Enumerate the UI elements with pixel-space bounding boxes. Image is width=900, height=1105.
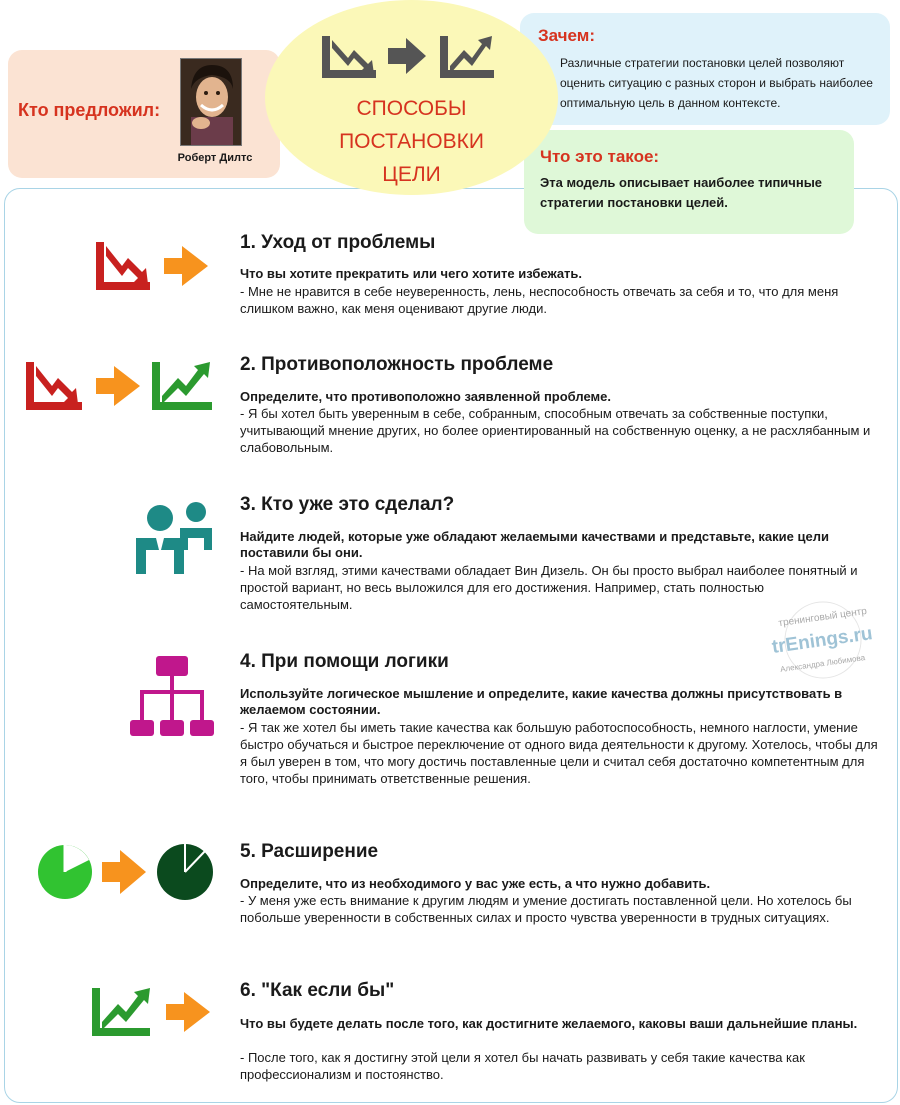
section-6-answer: - После того, как я достигну этой цели я хотел бы начать развивать у себя такие качества как профессионализм и постоянство. <box>240 1050 805 1082</box>
section-6-question: Что вы будете делать после того, как достигните желаемого, каковы ваши дальнейшие планы. <box>240 1016 858 1031</box>
section-5-icon <box>36 842 216 907</box>
what-title: Что это такое: <box>540 147 660 166</box>
watermark-brand: trEnings.ru <box>770 623 874 659</box>
section-2-answer: - Я бы хотел быть уверенным в себе, собранным, способным отвечать за собственные поступки, учитывающий мнение других, но более ориентированный на собственную оценку, а не расхлябанным и слабовольным. <box>240 406 871 455</box>
title-icons <box>322 30 498 87</box>
section-4-answer: - Я так же хотел бы иметь такие качества как большую работоспособность, немного наглости, умение быстро обучаться и быстрое переключение от одного вида деятельности к другому. Хотелось, чтобы для я был уверен в том, что могу достичь поставленные цели и считал себя достаточно компетентным для того, чтобы принимать ответственные решения. <box>240 720 878 786</box>
section-1-question: Что вы хотите прекратить или чего хотите избежать. <box>240 266 583 281</box>
section-6-title: 6. "Как если бы" <box>240 980 395 1001</box>
section-2-question: Определите, что противоположно заявленной проблеме. <box>240 389 611 404</box>
section-5-title: 5. Расширение <box>240 841 379 862</box>
section-2-icon <box>24 358 216 419</box>
people-icon <box>136 502 212 574</box>
section-4-title: 4. При помощи логики <box>240 651 449 672</box>
page-title <box>265 92 558 191</box>
section-3-icon <box>134 498 216 581</box>
down-chart-icon <box>322 36 376 78</box>
up-chart-icon <box>152 362 212 410</box>
section-1-icon <box>94 238 214 299</box>
section-5-answer: - У меня уже есть внимание к другим людям и умение достигать поставленной цели. Но хотелось бы побольше уверенности в собственных силах и просто чувства уверенности в трудных ситуациях. <box>240 893 852 925</box>
hierarchy-icon <box>130 656 214 736</box>
arrow-right-icon <box>388 38 426 74</box>
title-line-2: ПОСТАНОВКИ <box>339 130 484 153</box>
what-text: Эта модель описывает наиболее типичные стратегии постановки целей. <box>540 175 823 210</box>
section-5-question: Определите, что из необходимого у вас уже есть, а что нужно добавить. <box>240 876 711 891</box>
down-chart-icon <box>96 242 150 290</box>
watermark-line2: Александра Любимова <box>779 653 866 674</box>
author-photo <box>180 58 242 146</box>
author-label: Кто предложил: <box>18 100 161 120</box>
section-3-answer: - На мой взгляд, этими качествами обладает Вин Дизель. Он бы просто выбрал наиболее понятный и простой вариант, но весь выложился для его достижения. Например, стать полностью самостоятельным. <box>240 563 858 612</box>
up-chart-icon <box>440 36 494 78</box>
author-name: Роберт Дилтс <box>177 152 253 164</box>
pie-chart-icon <box>157 844 213 900</box>
section-4-icon <box>128 654 216 745</box>
title-line-1: СПОСОБЫ <box>356 97 467 120</box>
watermark-line1: тренинговый центр <box>777 605 868 630</box>
section-1-answer: - Мне не нравится в себе неуверенность, лень, неспособность отвечать за себя и то, что для меня слишком важно, как меня оценивают другие люди. <box>240 284 839 316</box>
title-line-3: ЦЕЛИ <box>382 163 441 186</box>
section-2-title: 2. Противоположность проблеме <box>240 354 554 375</box>
section-3-title: 3. Кто уже это сделал? <box>240 494 455 515</box>
author-box <box>8 50 280 178</box>
arrow-right-icon <box>164 246 208 286</box>
section-3-question: Найдите людей, которые уже обладают желаемыми качествами и представьте, какие цели поставили бы они. <box>240 529 829 560</box>
watermark <box>758 600 888 680</box>
up-chart-icon <box>92 988 150 1036</box>
why-text: Различные стратегии постановки целей позволяют оценить ситуацию с разных сторон и выбрать наиболее оптимальную цель в данном контексте. <box>560 56 873 110</box>
why-title: Зачем: <box>538 26 596 45</box>
arrow-right-icon <box>166 992 210 1032</box>
section-6-icon <box>90 984 216 1045</box>
section-1-title: 1. Уход от проблемы <box>240 232 436 253</box>
down-chart-icon <box>26 362 82 410</box>
why-box <box>520 13 890 125</box>
pie-chart-icon <box>38 845 92 899</box>
what-box <box>524 130 854 234</box>
arrow-right-icon <box>102 850 146 894</box>
arrow-right-icon <box>96 366 140 406</box>
section-4-question: Используйте логическое мышление и определите, какие качества должны присутствовать в желаемом состоянии. <box>240 686 843 717</box>
